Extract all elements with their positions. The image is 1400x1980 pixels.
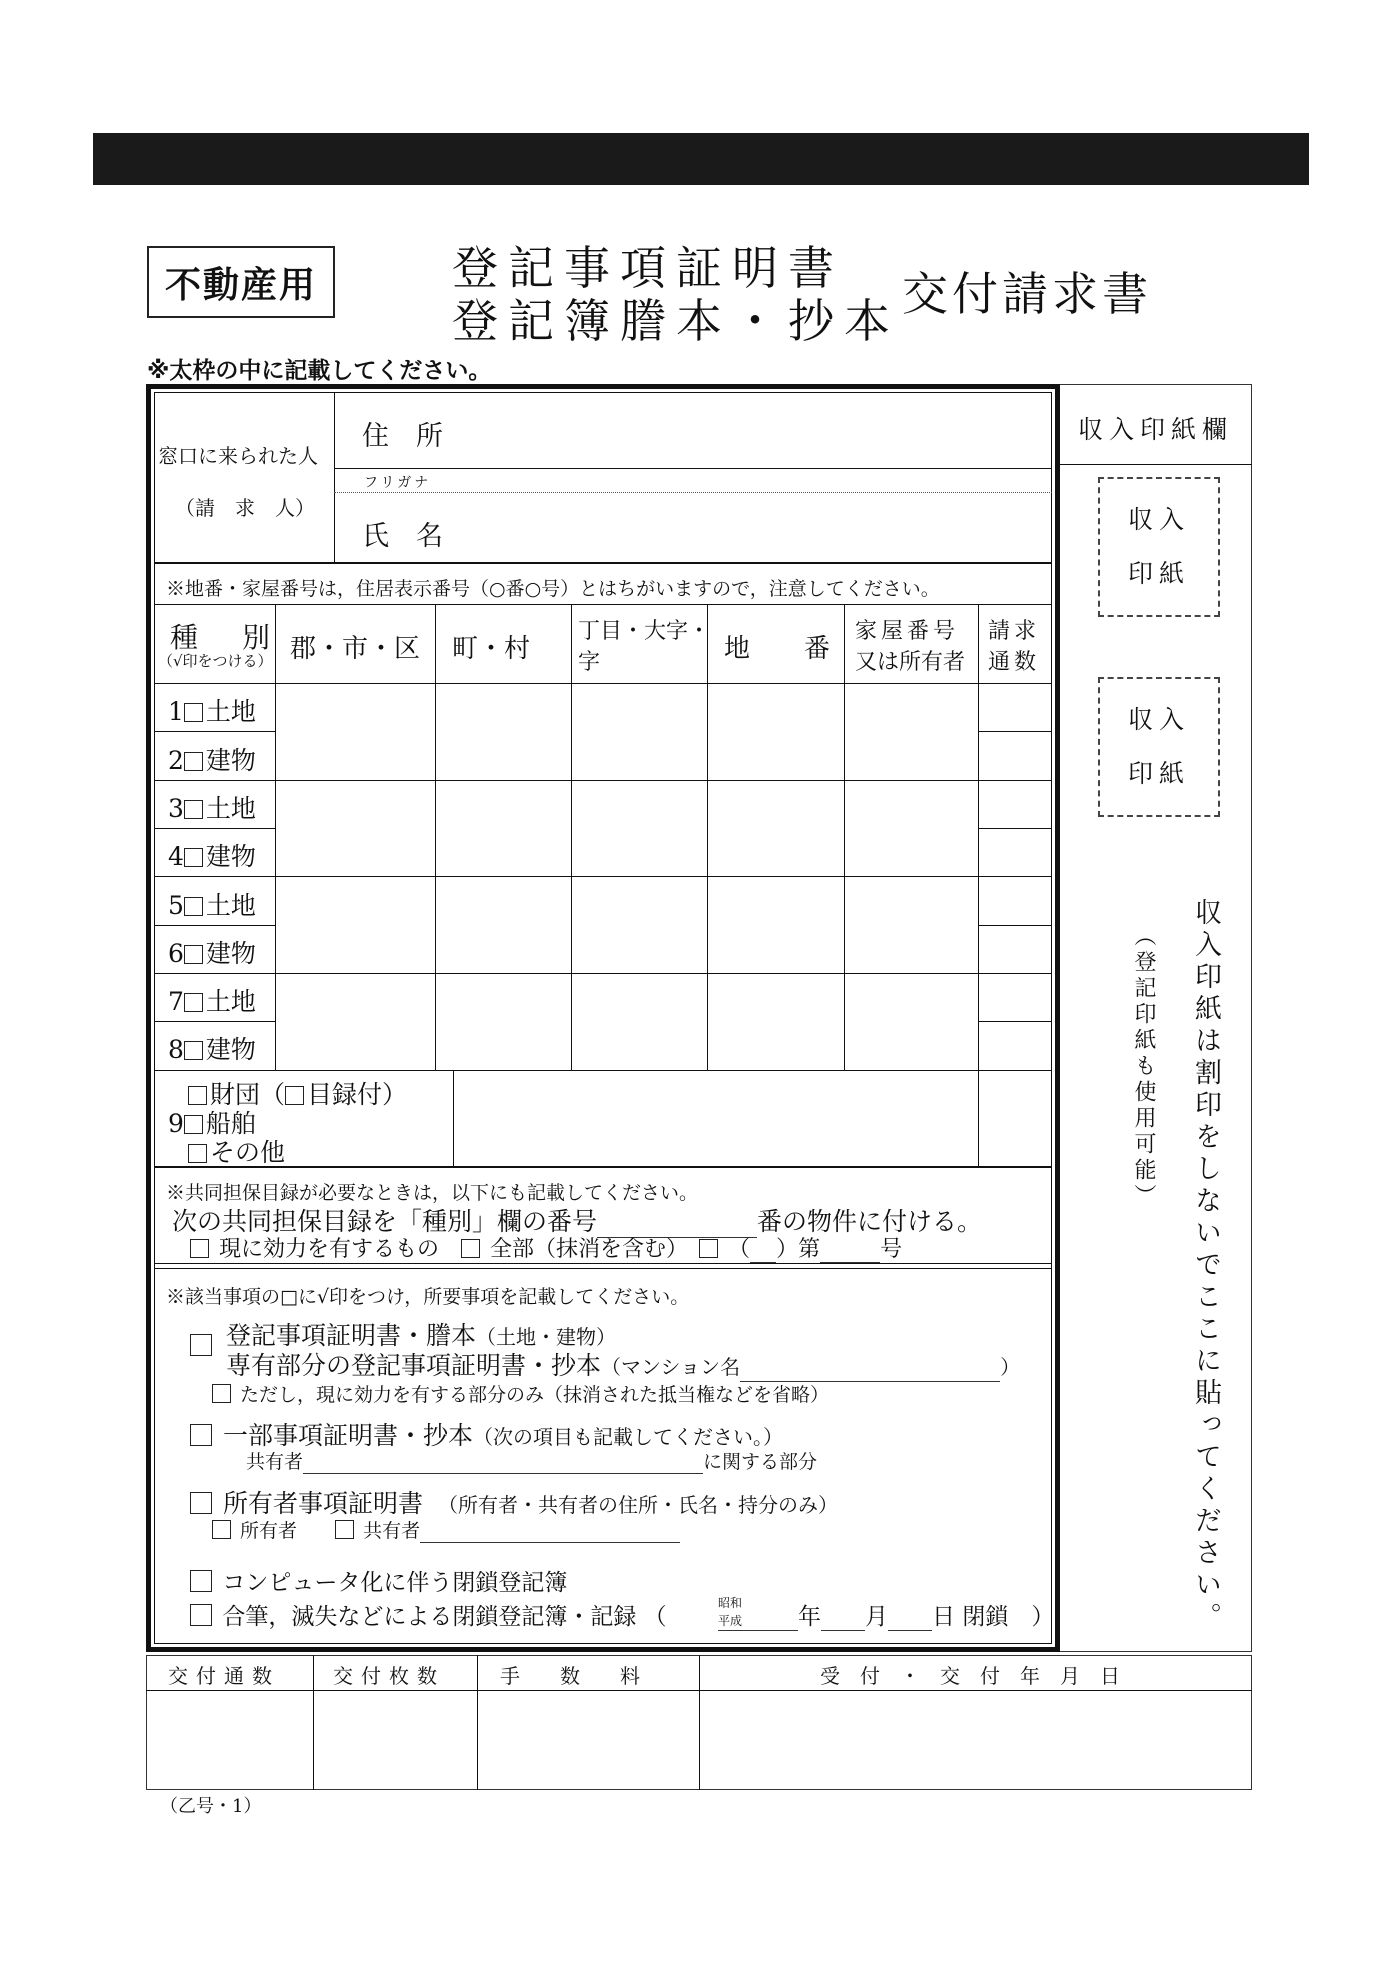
cert-full-sub: （土地・建物） [476, 1325, 617, 1349]
partial-cert-sub: （次の項目も記載してください。） [472, 1425, 783, 1449]
revenue-stamp-slot-2 [1098, 677, 1220, 817]
coowner-label: 共有者 [246, 1451, 304, 1473]
checkbox[interactable] [190, 1334, 212, 1356]
row-number: 5 [168, 891, 184, 920]
collateral-options [190, 1232, 902, 1263]
coowner2-label: 共有者 [363, 1520, 421, 1542]
cert-unit-line [226, 1346, 1020, 1382]
stamp-label: 印紙 [1127, 759, 1190, 788]
collateral-post: 番の物件に付ける。 [757, 1207, 983, 1236]
row-line [154, 731, 275, 732]
stamp-instruction-sub: （登記印紙も使用可能） [1131, 924, 1156, 1210]
row-line [154, 1070, 1052, 1071]
owner-cert-label: 所有者事項証明書 [222, 1489, 423, 1518]
owner-label: 所有者 [240, 1520, 298, 1542]
merged-closed-line[interactable] [190, 1598, 667, 1631]
day-field[interactable] [888, 1610, 932, 1631]
address-label: 住 所 [362, 421, 443, 452]
row-line [978, 1021, 1052, 1022]
col-copies-2: 通数 [988, 650, 1041, 675]
applicant-label: 窓口に来られた人 [158, 444, 318, 468]
checkbox[interactable] [184, 703, 203, 722]
grid-line-v3 [571, 604, 572, 1070]
stamp-header-divider [1060, 464, 1252, 465]
grid-line-v5 [844, 604, 845, 1070]
row-number: 3 [168, 794, 184, 823]
era-showa: 昭和 [718, 1596, 743, 1610]
row-line [154, 828, 275, 829]
stamp-column-header: 収入印紙欄 [1078, 415, 1234, 444]
property-bottom-line [154, 1166, 1052, 1168]
type-row-3[interactable] [168, 789, 256, 825]
applicant-divider [334, 392, 335, 562]
items-note: ※該当事項の□に√印をつけ，所要事項を記載してください。 [166, 1286, 690, 1308]
partial-cert-label: 一部事項証明書・抄本 [222, 1421, 473, 1450]
collateral-note: ※共同担保目録が必要なときは，以下にも記載してください。 [166, 1182, 699, 1204]
checkbox[interactable] [184, 945, 203, 964]
closed-date-line [718, 1598, 1054, 1631]
office-col-date: 受付・交付年月日 [820, 1664, 1140, 1688]
grid-line-v6 [978, 604, 979, 1166]
type-row-5[interactable] [168, 886, 256, 922]
cert-unit-sub: （マンション名 [601, 1355, 741, 1379]
collateral-bottom-line-2 [154, 1268, 1052, 1269]
coowner-checkbox[interactable] [335, 1520, 354, 1539]
type-row-6[interactable] [168, 934, 256, 970]
grid-line-v4 [707, 604, 708, 1070]
cert-unit-label: 専有部分の登記事項証明書・抄本 [226, 1351, 602, 1380]
applicant-sublabel: （請 求 人） [175, 496, 315, 520]
row-number: 6 [168, 939, 184, 968]
col-type: 種 別 [170, 621, 279, 654]
option-suffix: 号 [880, 1237, 903, 1262]
address-field[interactable] [420, 414, 1040, 464]
office-col-line [313, 1655, 314, 1790]
stamp-label: 収入 [1127, 505, 1190, 534]
month-field[interactable] [821, 1610, 865, 1631]
col-town: 町・村 [452, 634, 531, 664]
catalog-type-field[interactable] [750, 1242, 776, 1263]
current-only-label: ただし，現に効力を有する部分のみ（抹消された抵当権などを省略） [240, 1384, 830, 1406]
checkbox[interactable] [184, 1115, 203, 1134]
type-label: 土地 [205, 697, 256, 726]
other-label: その他 [210, 1138, 286, 1167]
row-number: 4 [168, 842, 184, 871]
computerized-closed-line[interactable] [190, 1564, 567, 1597]
foundation-label: 財団（ [210, 1080, 286, 1109]
checkbox[interactable] [699, 1239, 718, 1258]
type-label: 建物 [205, 746, 256, 775]
owner-options [212, 1516, 680, 1543]
office-col-line [699, 1655, 700, 1790]
row-line [978, 731, 1052, 732]
type-row-9-other[interactable] [188, 1133, 285, 1169]
merged-closed-label: 合筆，滅失などによる閉鎖登記簿・記録 [222, 1604, 637, 1630]
grid-line-row9 [453, 1070, 454, 1166]
real-estate-badge: 不動産用 [147, 246, 335, 318]
header-bar [93, 133, 1309, 185]
computerized-closed-label: コンピュータ化に伴う閉鎖登記簿 [222, 1570, 568, 1596]
name-label: 氏 名 [362, 521, 443, 552]
type-row-8[interactable] [168, 1030, 256, 1066]
catalog-label: 目録付） [307, 1080, 408, 1109]
furigana-label: フリガナ [364, 475, 432, 491]
applicant-bottom-line [154, 562, 1052, 564]
paren-close: ） [1031, 1604, 1055, 1630]
owner-cert-sub: （所有者・共有者の住所・氏名・持分のみ） [447, 1493, 838, 1517]
grid-line-v2 [435, 604, 436, 1070]
col-copies-1: 請求 [988, 619, 1041, 644]
cert-unit-close: ） [1000, 1355, 1021, 1379]
row-line [978, 828, 1052, 829]
col-lot: 地 番 [724, 634, 845, 664]
revenue-stamp-slot-1 [1098, 477, 1220, 617]
checkbox[interactable] [190, 1570, 212, 1592]
row-line [154, 973, 1052, 974]
type-row-1[interactable] [168, 692, 256, 728]
office-col-fee: 手 数 料 [500, 1664, 640, 1688]
checkbox[interactable] [212, 1384, 231, 1403]
type-label: 土地 [205, 987, 256, 1016]
grid-line-v1 [275, 604, 276, 1070]
office-col-line [477, 1655, 478, 1790]
year-label: 年 [798, 1604, 821, 1630]
row-number: 7 [168, 987, 184, 1016]
checkbox[interactable] [190, 1424, 212, 1446]
month-label: 月 [865, 1604, 888, 1630]
row-line [154, 780, 1052, 781]
col-house-1: 家屋番号 [855, 619, 960, 644]
type-label: 土地 [205, 794, 256, 823]
checkbox[interactable] [188, 1144, 207, 1163]
checkbox[interactable] [188, 1086, 207, 1105]
closed-label: 閉鎖 [962, 1604, 1009, 1630]
checkbox[interactable] [184, 993, 203, 1012]
checkbox[interactable] [461, 1239, 480, 1258]
row-number: 2 [168, 746, 184, 775]
checkbox[interactable] [190, 1604, 212, 1626]
type-label: 土地 [205, 891, 256, 920]
col-type-sub: （√印をつける） [158, 652, 273, 670]
checkbox[interactable] [190, 1492, 212, 1514]
checkbox[interactable] [184, 752, 203, 771]
checkbox[interactable] [184, 1041, 203, 1060]
col-house-2: 又は所有者 [855, 650, 966, 675]
checkbox[interactable] [184, 897, 203, 916]
collateral-bottom-line [154, 1263, 1052, 1264]
col-city: 郡・市・区 [290, 634, 421, 664]
catalog-checkbox[interactable] [285, 1086, 304, 1105]
current-only-option[interactable] [212, 1380, 829, 1407]
lot-number-note: ※地番・家屋番号は，住居表示番号（○番○号）とはちがいますので，注意してください。 [166, 578, 940, 600]
row-number: 9 [168, 1109, 184, 1138]
coowner-line [246, 1447, 817, 1474]
option-all: 全部（抹消を含む） [490, 1237, 678, 1262]
property-header-top [154, 604, 1052, 605]
type-label: 建物 [205, 1035, 256, 1064]
cert-full-label: 登記事項証明書・謄本 [226, 1321, 477, 1350]
type-label: 建物 [205, 939, 256, 968]
checkbox[interactable] [184, 800, 203, 819]
paren-open: （ [643, 1604, 667, 1630]
owner-checkbox[interactable] [212, 1520, 231, 1539]
coowner2-field[interactable] [420, 1522, 680, 1543]
stamp-label: 収入 [1127, 705, 1190, 734]
year-field[interactable] [718, 1610, 798, 1631]
name-field[interactable] [420, 506, 1040, 556]
era-heisei: 平成 [718, 1614, 743, 1628]
collateral-pre: 次の共同担保目録を「種別」欄の番号 [172, 1207, 598, 1236]
stamp-label: 印紙 [1127, 559, 1190, 588]
row-line [154, 876, 1052, 877]
row-number: 8 [168, 1035, 184, 1064]
col-chome-1: 丁目・大字・ [578, 619, 711, 644]
row-line [978, 925, 1052, 926]
catalog-number-field[interactable] [820, 1242, 880, 1263]
col-chome-2: 字 [578, 650, 601, 675]
checkbox[interactable] [190, 1239, 209, 1258]
option-paren-open: （ [728, 1237, 751, 1262]
form-title-line2: 登記簿謄本・抄本 [452, 294, 900, 348]
cert-full-checkbox[interactable] [190, 1334, 215, 1358]
day-label: 日 [932, 1604, 955, 1630]
property-header-bottom [154, 683, 1052, 684]
stamp-instruction: 収入印紙は割印をしないでここに貼ってください。 [1190, 898, 1221, 1634]
owner-cert-line[interactable] [190, 1484, 838, 1520]
option-effective: 現に効力を有するもの [219, 1237, 440, 1262]
office-col-sheet-count: 交付枚数 [333, 1664, 445, 1688]
coowner-field[interactable] [303, 1453, 703, 1474]
form-title-suffix: 交付請求書 [902, 267, 1152, 321]
row-line [154, 925, 275, 926]
type-label: 建物 [205, 842, 256, 871]
row-line [154, 1021, 275, 1022]
row-number: 1 [168, 697, 184, 726]
bold-frame-instruction: ※太枠の中に記載してください。 [147, 358, 492, 384]
type-row-2[interactable] [168, 741, 256, 777]
type-row-7[interactable] [168, 982, 256, 1018]
address-divider [334, 468, 1052, 469]
option-number-label: ）第 [776, 1237, 821, 1262]
type-row-4[interactable] [168, 837, 256, 873]
coowner-suffix: に関する部分 [703, 1451, 818, 1473]
checkbox[interactable] [184, 848, 203, 867]
furigana-divider [334, 492, 1052, 493]
form-title-line1: 登記事項証明書 [452, 241, 844, 295]
form-code: （乙号・1） [160, 1796, 262, 1817]
office-col-issued-count: 交付通数 [168, 1664, 280, 1688]
ship-label: 船舶 [205, 1109, 256, 1138]
mansion-name-field[interactable] [740, 1361, 1000, 1382]
